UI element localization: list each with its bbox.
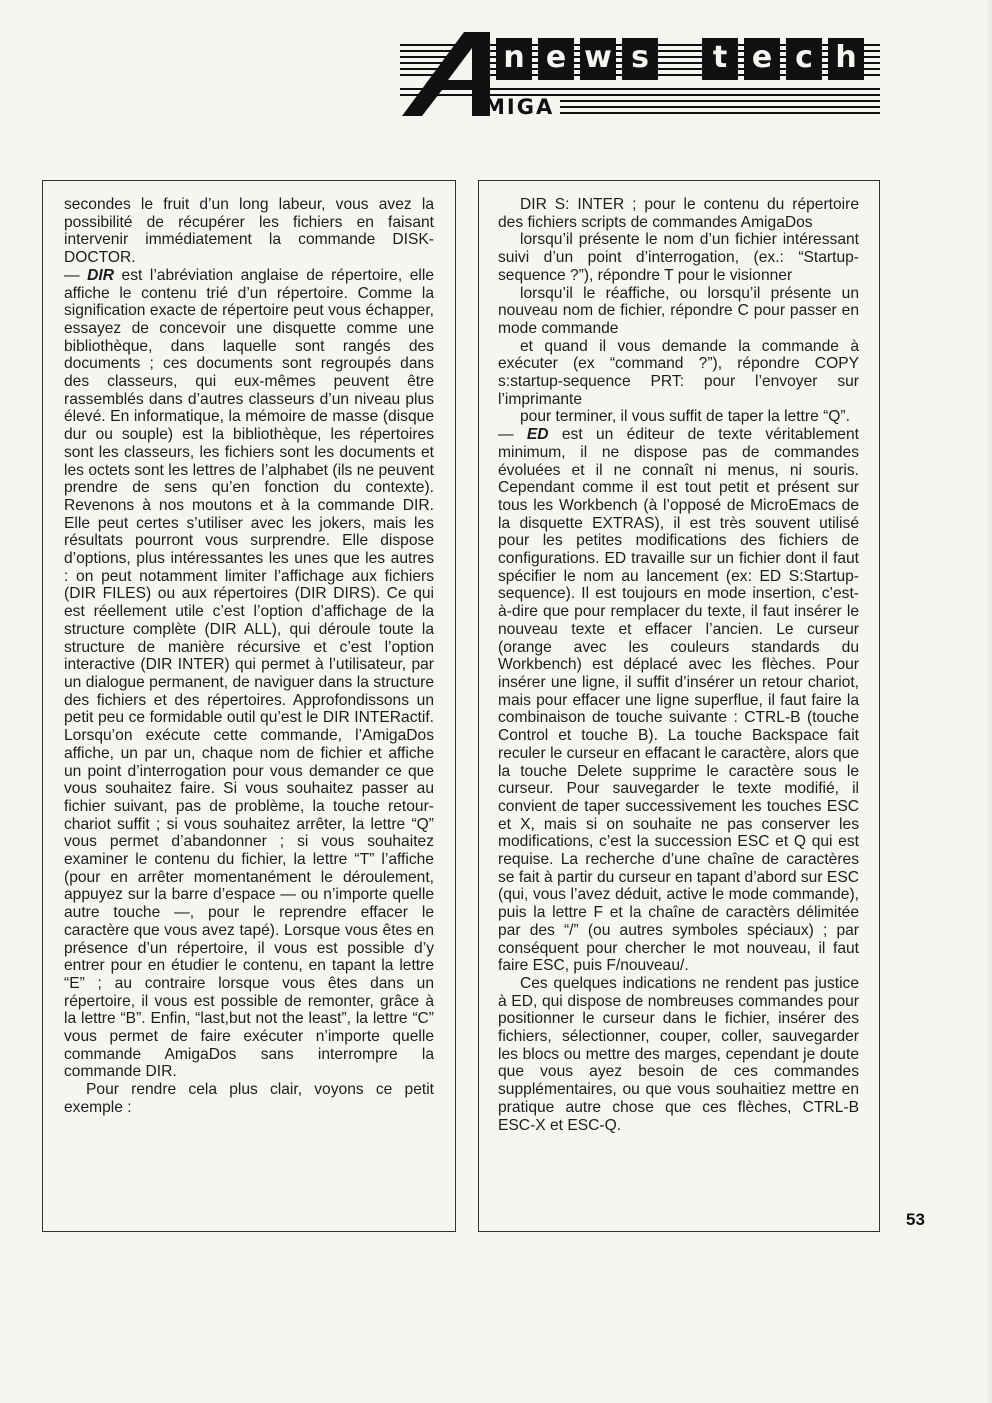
logo-letter-box: e xyxy=(744,38,780,80)
logo-subtitle: MIGA xyxy=(484,95,555,119)
paragraph: DIR S: INTER ; pour le contenu du répertoire des fichiers scripts de commandes AmigaDos xyxy=(498,196,859,231)
keyword: DIR xyxy=(87,266,114,284)
logo-letter-a-icon xyxy=(402,30,492,118)
logo-letter-box: h xyxy=(828,38,864,80)
paragraph: secondes le fruit d’un long labeur, vous avez la possibilité de récupérer les fichiers en faisant intervenir immédiatement la commande DISK-DOCTOR. xyxy=(64,196,434,267)
page-number: 53 xyxy=(906,1210,925,1229)
article-column-left xyxy=(42,180,456,1232)
keyword: ED xyxy=(526,426,549,444)
logo-letter-box: t xyxy=(702,38,738,80)
paragraph: pour terminer, il vous suffit de taper la lettre “Q”. xyxy=(520,408,850,426)
article-column-right xyxy=(478,180,880,1232)
paragraph: lorsqu’il le réaffiche, ou lorsqu’il présente un nouveau nom de fichier, répondre C pour passer en mode commande xyxy=(498,284,859,337)
news-tech-amiga-logo xyxy=(400,30,880,120)
paragraph: Pour rendre cela plus clair, voyons ce petit exemple : xyxy=(64,1081,434,1116)
page-edge-shadow xyxy=(986,0,992,1403)
paragraph: Ces quelques indications ne rendent pas justice à ED, qui dispose de nombreuses commandes pour positionner le curseur dans le fichier, insérer des fichiers, sélectionner, couper, coller, sauvegarder les blocs ou mettre des marges, cependant je doute que vous ayez besoin de ces commandes supplémentaires, ou que vous souhaitiez mettre en pratique autre chose que ces flèches, CTRL-B ESC-X et ESC-Q. xyxy=(498,974,859,1134)
logo-letter-box: s xyxy=(622,38,658,80)
paragraph: — DIR est l’abréviation anglaise de répertoire, elle affiche le contenu trié d’un répertoire. Comme la signification exacte de répertoire peut vous échapper, essayez de concevoir une disquette comme une bibliothèque, dans laquelle sont rangés des documents ; ces documents sont regroupés dans des classeurs, qui eux-mêmes peuvent être rassemblés dans d’autres classeurs d’un niveau plus élevé. En informatique, la mémoire de masse (disque dur ou souple) est la bibliothèque, les répertoires sont les classeurs, les fichiers sont les documents et les octets sont les lettres de l’alphabet (ils ne peuvent prendre de sens qu’en fonction du contexte). Revenons à nos moutons et à la commande DIR. Elle peut certes s’utiliser avec les jokers, mais les résultats pourront vous surprendre. Elle dispose d’options, plus intéressantes les unes que les autres : on peut notamment limiter l’affichage aux fichiers (DIR FILES) ou aux répertoires (DIR DIRS). Ce qui est réellement utile c’est l’option d’affichage de la structure complète (DIR ALL), qui déroule toute la structure de manière récursive et c’est l’option interactive (DIR INTER) qui permet à l’utilisateur, par un dialogue permanent, de naviguer dans la structure des fichiers et des répertoires. Approfondissons un petit peu ce formidable outil qu’est le DIR INTERactif. Lorsqu’on exécute cette commande, l’AmigaDos affiche, un par un, chaque nom de fichier et affiche un point d’interrogation pour vous demander ce que vous souhaitez faire. Si vous souhaitez passer au fichier suivant, pas de problème, la touche retour-chariot suffit ; si vous souhaitez arrêter, la lettre “Q” vous permet d’abandonner ; si vous souhaitez examiner le contenu du fichier, la lettre “T” l’affiche (pour en arrêter momentanément le déroulement, appuyez sur la barre d’espace — ou n’importe quelle autre touche —, pour le reprendre effacer le caractère que vous avez tapé). Lorsque vous êtes en présence d’un répertoire, il vous est possible d’y entrer pour en étudier le contenu, en tapant la lettre “E” ; au contraire lorsque vous êtes dans un répertoire, il vous est possible de remonter, grâce à la lettre “B”. Enfin, “last,but not the least”, la lettre “C” vous permet de faire exécuter n’importe quelle commande AmigaDos sans interrompre la commande DIR. xyxy=(64,266,434,1081)
logo-letter-box: n xyxy=(496,38,532,80)
paragraph: et quand il vous demande la commande à exécuter (ex “command ?”), répondre COPY s:startup-sequence PRT: pour l’envoyer sur l’imprimante xyxy=(498,337,859,408)
logo-letter-box: e xyxy=(538,38,574,80)
paragraph: — ED est un éditeur de texte véritablement minimum, il ne dispose pas de commandes évoluées et il ne connaît ni menus, ni souris. Cependant comme il est tout petit et présent sur tous les Workbench (à l’opposé de MicroEmacs de la disquette EXTRAS), il est très souvent utilisé pour les petites modifications des fichiers de configurations. ED travaille sur un fichier dont il faut spécifier le nom au lancement (ex: ED S:Startup-sequence). Il est toujours en mode insertion, c’est-à-dire que pour remplacer du texte, il faut insérer le nouveau texte et effacer l’ancien. Le curseur (orange avec les couleurs standards du Workbench) est déplacé avec les flèches. Pour insérer une ligne, il suffit d’insérer un retour chariot, mais pour effacer une ligne superflue, il faut faire la combinaison de touche suivante : CTRL-B (touche Control et touche B). La touche Backspace fait reculer le curseur en effacant le caractère, alors que la touche Delete supprime le caractère sous le curseur. Pour sauvegarder le texte modifié, il convient de taper successivement les touches ESC et X, mais si on souhaite ne pas conserver les modifications, c’est la succession ESC et Q qui est requise. La recherche d’une chaîne de caractères se fait à partir du curseur en tapant d’abord sur ESC (qui, vous l’avez déduit, active le mode commande), puis la lettre F et la chaîne de caractèrs délimitée par des “/” (ou autres symboles spéciaux) ; par conséquent pour chercher le mot nouveau, il faut faire ESC, puis F/nouveau/. xyxy=(498,426,859,975)
logo-letter-box: c xyxy=(786,38,822,80)
logo-letter-box: w xyxy=(580,38,616,80)
paragraph: lorsqu’il présente le nom d’un fichier intéressant suivi d’un point d’interrogation, (ex.: “Startup-sequence ?”), répondre T pour le visionner xyxy=(498,231,859,284)
